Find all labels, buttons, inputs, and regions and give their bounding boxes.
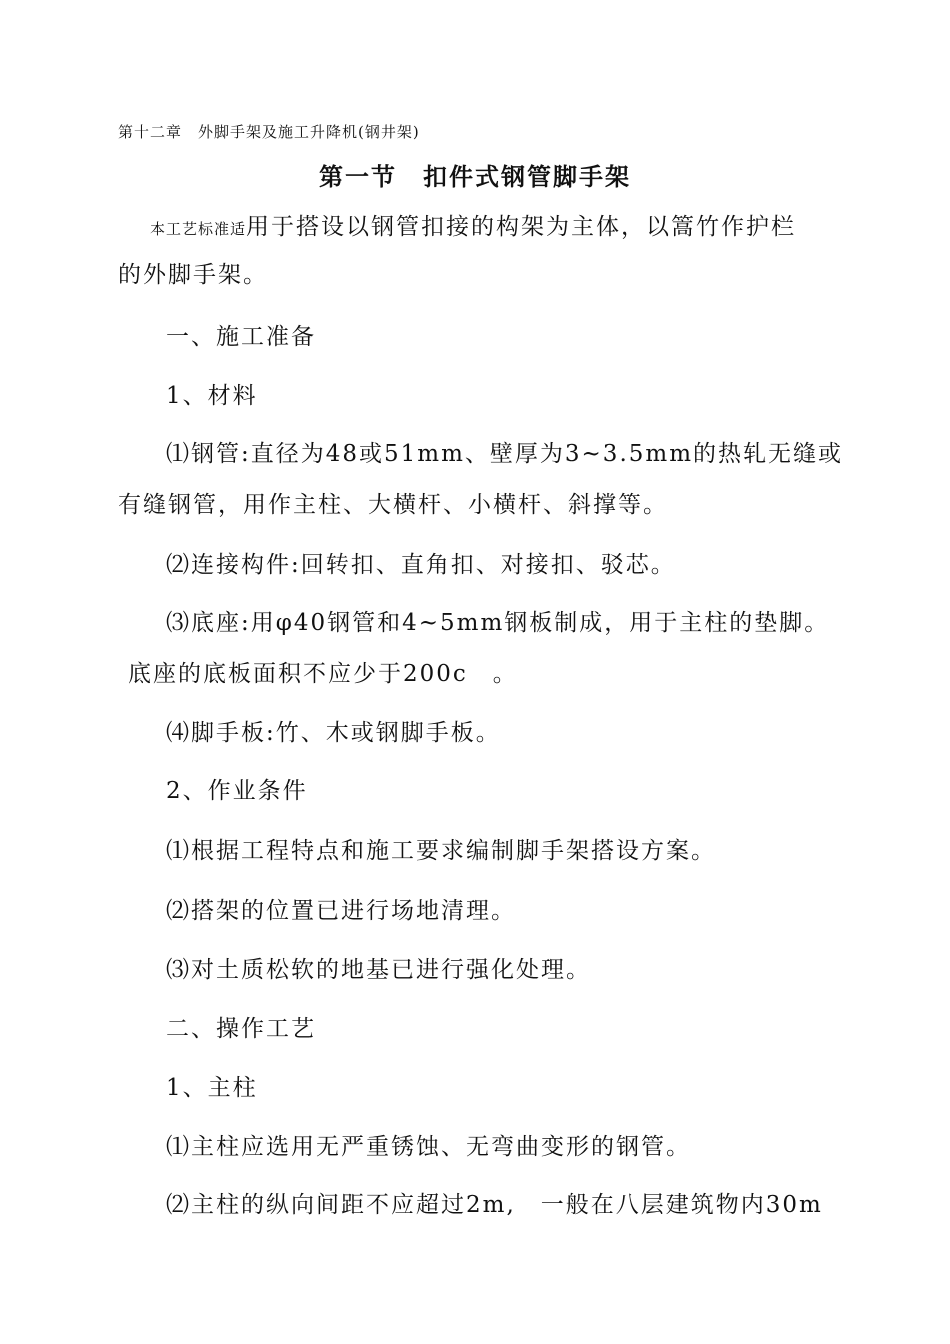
- intro-small-prefix: 本工艺标准适: [150, 220, 247, 238]
- subheading-working-conditions: 2、作业条件: [166, 778, 308, 804]
- section-title: 第一节 扣件式钢管脚手架: [319, 162, 631, 191]
- heading-construction-preparation: 一、施工准备: [166, 324, 316, 350]
- column-item-1: ⑴主柱应选用无严重锈蚀、无弯曲变形的钢管。: [166, 1134, 691, 1160]
- material-item-3-line1: ⑶底座:用φ40钢管和4~5mm钢板制成，用于主柱的垫脚。: [166, 610, 830, 636]
- material-item-1-line1: ⑴钢管:直径为48或51mm、壁厚为3~3.5mm的热轧无缝或: [166, 441, 844, 467]
- intro-paragraph-line1: [150, 208, 796, 241]
- intro-line1-text: 用于搭设以钢管扣接的构架为主体，以篙竹作护栏: [246, 214, 797, 240]
- column-item-2: ⑵主柱的纵向间距不应超过2m, 一般在八层建筑物内30m: [166, 1192, 823, 1218]
- material-item-3-line2: 底座的底板面积不应少于200c 。: [128, 661, 518, 687]
- intro-paragraph-line2: 的外脚手架。: [118, 262, 268, 288]
- condition-item-3: ⑶对土质松软的地基已进行强化处理。: [166, 957, 591, 983]
- condition-item-1: ⑴根据工程特点和施工要求编制脚手架搭设方案。: [166, 838, 716, 864]
- subheading-main-column: 1、主柱: [166, 1075, 258, 1101]
- subheading-materials: 1、材料: [166, 383, 258, 409]
- material-item-1-line2: 有缝钢管，用作主柱、大横杆、小横杆、斜撑等。: [118, 492, 668, 518]
- material-item-2: ⑵连接构件:回转扣、直角扣、对接扣、驳芯。: [166, 552, 676, 578]
- condition-item-2: ⑵搭架的位置已进行场地清理。: [166, 898, 516, 924]
- chapter-heading: 第十二章 外脚手架及施工升降机(钢井架): [118, 123, 420, 141]
- heading-operation-process: 二、操作工艺: [166, 1016, 316, 1042]
- material-item-4: ⑷脚手板:竹、木或钢脚手板。: [166, 720, 501, 746]
